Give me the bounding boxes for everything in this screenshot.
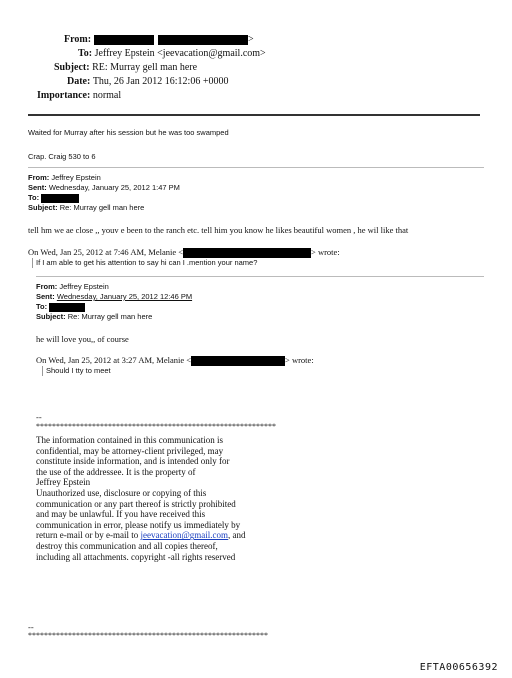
msg1-quote-text: If I am able to get his attention to say hi can I .mention your name?	[36, 258, 258, 267]
header-from-label: From:	[64, 34, 92, 45]
signature-dashes: --	[36, 412, 42, 422]
header-from-row	[64, 34, 254, 45]
header-to-label: To:	[78, 48, 93, 59]
msg2-text: he will love you,, of course	[36, 334, 129, 344]
header-date-value: Thu, 26 Jan 2012 16:12:06 +0000	[92, 76, 229, 87]
header-divider	[28, 114, 480, 116]
disclaimer-return-line	[36, 530, 296, 541]
msg2-quote-prefix: On Wed, Jan 25, 2012 at 3:27 AM, Melanie <	[36, 355, 192, 365]
disclaimer-line: constitute inside information, and is intended only for	[36, 456, 230, 467]
msg1-from-label: From:	[28, 173, 50, 182]
msg2-quote-text: Should I tty to meet	[46, 366, 111, 375]
msg2-from-value: Jeffrey Epstein	[59, 282, 109, 291]
disclaimer-line: communication or any part thereof is strictly prohibited	[36, 498, 236, 509]
disclaimer-block	[36, 435, 296, 562]
disclaimer-line: confidential, may be attorney-client privileged, may	[36, 445, 224, 456]
header-subject-value: RE: Murray gell man here	[92, 62, 198, 73]
quote-bar	[42, 366, 43, 376]
disclaimer-line: communication in error, please notify us immediately by	[36, 519, 241, 530]
header-importance-label: Importance:	[37, 90, 91, 101]
msg2-from-row	[36, 282, 109, 291]
message-divider	[36, 276, 484, 277]
header-subject-row	[54, 62, 197, 73]
footer-dashes: --	[28, 622, 34, 632]
disclaimer-return-prefix: return e-mail or by e-mail to	[36, 530, 141, 541]
msg1-to-label: To:	[28, 193, 40, 202]
msg2-quote-suffix: > wrote:	[285, 355, 314, 365]
msg1-from-row	[28, 173, 101, 182]
header-subject-label: Subject:	[54, 62, 90, 73]
disclaimer-line: and may be unlawful. If you have received this	[36, 509, 206, 520]
msg1-from-value: Jeffrey Epstein	[51, 173, 101, 182]
header-date-row	[67, 76, 228, 87]
disclaimer-line: destroy this communication and all copies thereof,	[36, 540, 218, 551]
disclaimer-line: The information contained in this communication is	[36, 435, 223, 445]
header-importance-row	[37, 90, 121, 101]
msg1-quote-header	[28, 247, 340, 258]
disclaimer-line: the use of the addressee. It is the property of	[36, 466, 196, 477]
header-to-row	[78, 48, 266, 59]
message-divider	[28, 167, 484, 168]
disclaimer-line: including all attachments. copyright -all rights reserved	[36, 551, 236, 562]
quote-bar	[32, 258, 33, 268]
redaction-block	[158, 35, 248, 45]
redaction-block	[191, 356, 285, 366]
header-from-suffix: >	[248, 34, 254, 45]
msg1-quote-suffix: > wrote:	[311, 247, 340, 257]
redaction-block	[183, 248, 311, 258]
signature-stars: ************************************************************	[36, 422, 276, 431]
msg2-subject-row	[36, 312, 152, 321]
body-line-2: Crap. Craig 530 to 6	[28, 152, 96, 161]
redaction-block	[49, 303, 85, 312]
msg2-sent-row	[36, 292, 192, 301]
redaction-block	[41, 194, 79, 203]
disclaimer-line: Unauthorized use, disclosure or copying of this	[36, 487, 207, 498]
msg1-sent-label: Sent:	[28, 183, 47, 192]
msg1-subject-row	[28, 203, 144, 212]
disclaimer-return-suffix: , and	[227, 530, 246, 541]
footer-stars: ************************************************************	[28, 631, 268, 640]
msg1-quote-prefix: On Wed, Jan 25, 2012 at 7:46 AM, Melanie <	[28, 247, 184, 257]
email-link[interactable]: jeevacation@gmail.com	[140, 530, 228, 541]
header-importance-value: normal	[92, 90, 122, 101]
msg2-to-row	[36, 302, 85, 312]
msg2-sent-label: Sent:	[36, 292, 55, 301]
msg1-sent-value: Wednesday, January 25, 2012 1:47 PM	[48, 183, 180, 192]
msg2-to-label: To:	[36, 302, 48, 311]
header-date-label: Date:	[67, 76, 91, 87]
msg2-from-label: From:	[36, 282, 58, 291]
msg1-subject-value: Re: Murray gell man here	[59, 203, 145, 212]
msg1-sent-row	[28, 183, 180, 192]
body-line-1: Waited for Murray after his session but he was too swamped	[28, 128, 229, 137]
msg2-quote-header	[36, 355, 314, 366]
document-id: EFTA00656392	[419, 662, 498, 673]
header-to-value: Jeffrey Epstein <jeevacation@gmail.com>	[94, 48, 266, 59]
redaction-block	[94, 35, 154, 45]
msg1-text: tell hm we ae close ,, youv e been to the ranch etc. tell him you know he likes beautiful women , he wil like that	[28, 225, 409, 235]
msg1-subject-label: Subject:	[28, 203, 58, 212]
disclaimer-line: Jeffrey Epstein	[36, 477, 91, 488]
msg2-subject-label: Subject:	[36, 312, 66, 321]
msg1-to-row	[28, 193, 79, 203]
msg2-subject-value: Re: Murray gell man here	[67, 312, 153, 321]
msg2-sent-value: Wednesday, January 25, 2012 12:46 PM	[56, 292, 193, 301]
